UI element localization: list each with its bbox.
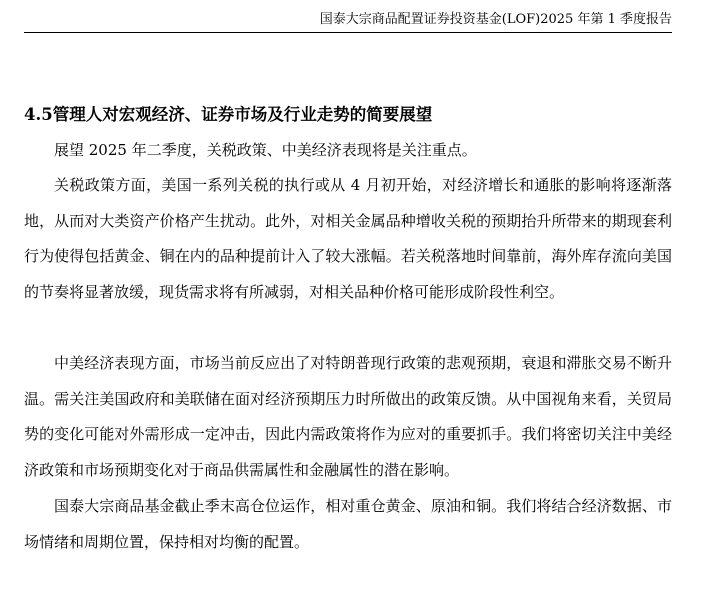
page-header	[24, 0, 672, 33]
paragraph-economic-performance: 中美经济表现方面，市场当前反应出了对特朗普现行政策的悲观预期，衰退和滞胀交易不断升温。需关注美国政府和美联储在面对经济预期压力时所做出的政策反馈。从中国视角来看，关贸局势的变化可能对外需形成一定冲击，因此内需政策将作为应对的重要抓手。我们将密切关注中美经济政策和市场预期变化对于商品供需属性和金融属性的潜在影响。	[24, 354, 672, 479]
report-title: 国泰大宗商品配置证券投资基金(LOF)2025 年第 1 季度报告	[319, 12, 672, 27]
paragraph-fund-positioning: 国泰大宗商品基金截止季末高仓位运作，相对重仓黄金、原油和铜。我们将结合经济数据、市场情绪和周期位置，保持相对均衡的配置。	[24, 497, 672, 551]
paragraph-outlook: 展望 2025 年二季度，关税政策、中美经济表现将是关注重点。	[54, 141, 477, 159]
paragraph-tariff-policy: 关税政策方面，美国一系列关税的执行或从 4 月初开始，对经济增长和通胀的影响将逐渐落地，从而对大类资产价格产生扰动。此外，对相关金属品种增收关税的预期抬升所带来的期现套利行为使得包括黄金、铜在内的品种提前计入了较大涨幅。若关税落地时间靠前，海外库存流向美国的节奏将显著放缓，现货需求将有所减弱，对相关品种价格可能形成阶段性利空。	[24, 176, 672, 301]
section-heading: 4.5管理人对宏观经济、证券市场及行业走势的简要展望	[24, 105, 433, 124]
